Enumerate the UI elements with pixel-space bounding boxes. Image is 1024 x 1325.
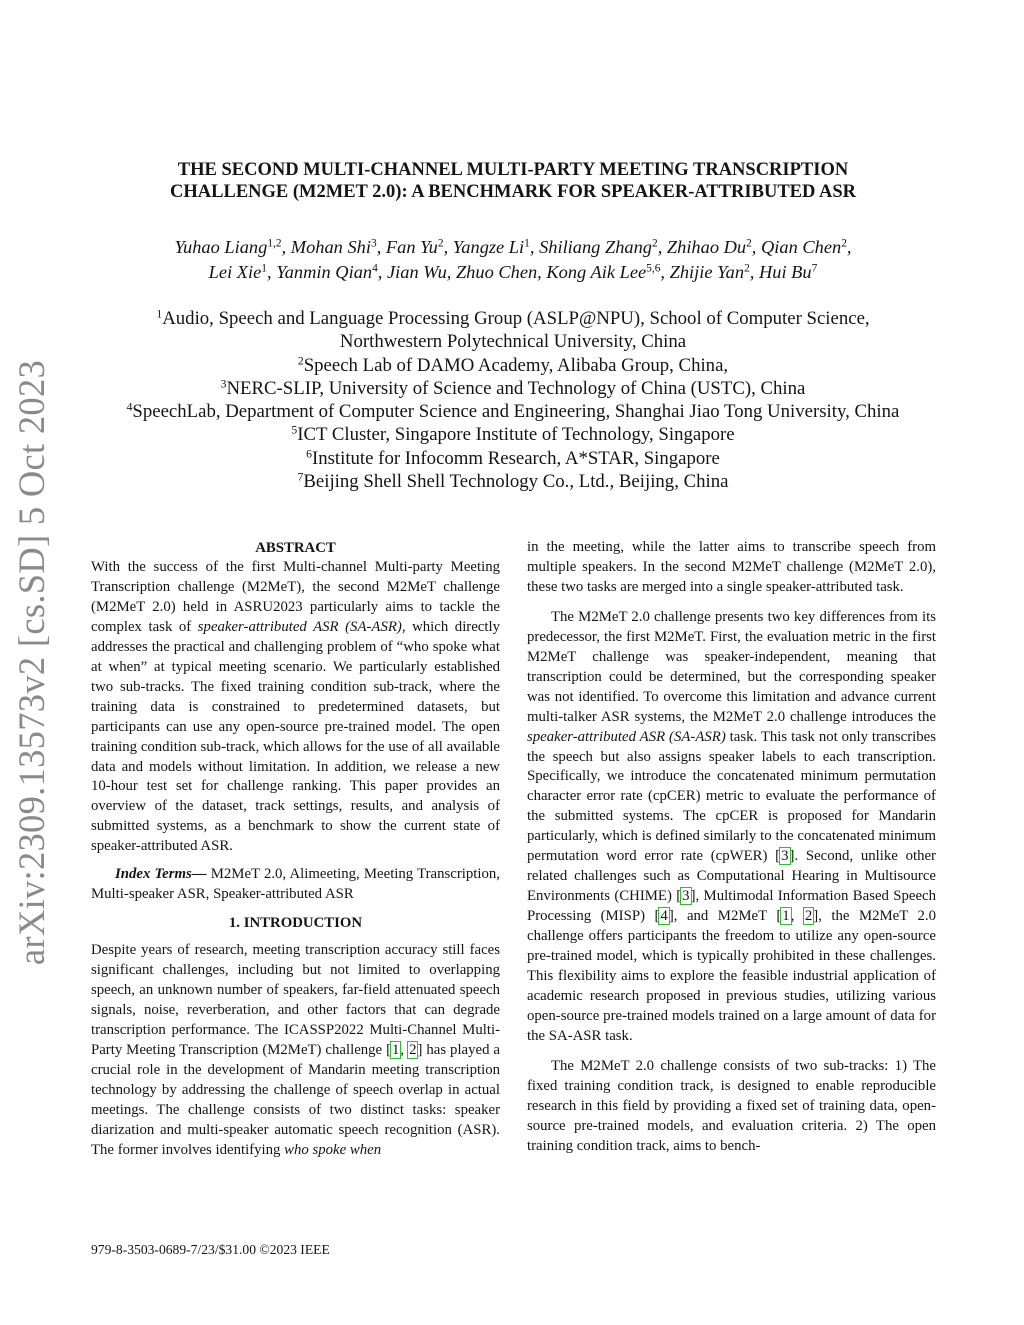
author-affiliation-mark: 2 [746,237,752,250]
affiliation-line [60,470,966,493]
author-affiliation-mark: 2 [841,237,847,250]
affiliation-number: 5 [291,424,298,438]
affiliation-line [60,307,966,330]
abstract-heading: ABSTRACT [255,540,336,556]
author-affiliation-mark: 7 [811,262,818,275]
author-name: Yuhao Liang [174,237,268,257]
intro-paragraph-1: Despite years of research, meeting transcription accuracy still faces significant challenges, including but not limited to overlapping speech, an unknown number of speakers, far-field attenuated speech signals, noise, reverberation, and other factors that can degrade transcription performance. The ICASSP2022 Multi-Channel Multi-Party Meeting Transcription (M2MeT) challenge [1, 2] has played a crucial role in the development of Mandarin meeting transcription technology by addressing the challenge of speech overlap in actual meetings. The challenge consists of two distinct tasks: speaker diarization and multi-speaker automatic speech recognition (ASR). The former involves identifying who spoke when [91,942,500,1158]
affiliation-line [60,330,966,353]
author-affiliation-mark: 2 [437,237,444,250]
author-affiliation-mark: 1 [261,262,267,275]
copyright-footer: 979-8-3503-0689-7/23/$31.00 ©2023 IEEE [91,1242,330,1257]
author-name: Yangze Li [452,237,525,257]
affiliation-line [60,377,966,400]
affiliation-line [60,423,966,446]
affiliation-number: 2 [297,354,304,368]
right-column [527,538,936,1157]
author-name: Zhijie Yan [669,262,745,282]
author-affiliation-mark: 1 [524,237,530,250]
title-line-1: THE SECOND MULTI-CHANNEL MULTI-PARTY MEETING TRANSCRIPTION [177,160,849,180]
affiliation-number: 3 [220,377,227,391]
author-affiliation-mark: 5,6 [646,262,661,275]
author-name: Shiliang Zhang [539,237,652,257]
affiliation-text: Northwestern Polytechnical University, China [339,331,687,353]
citation-link[interactable]: 1 [782,908,790,925]
citation-link[interactable]: 1 [392,1041,400,1058]
introduction-heading: 1. INTRODUCTION [228,915,363,932]
citation-link[interactable]: 3 [781,848,789,865]
author-affiliation-mark: 3 [370,237,377,250]
title-line-2: CHALLENGE (M2MET 2.0): A BENCHMARK FOR SPEAKER-ATTRIBUTED ASR [170,182,856,202]
author-name: Jian Wu, Zhuo Chen, Kong Aik Lee [387,262,647,282]
citation-link[interactable]: 2 [804,908,813,925]
author-affiliation-mark: 2 [744,262,750,275]
author-name: Lei Xie [208,262,262,282]
affiliation-line [60,447,966,470]
author-name: Yanmin Qian [276,262,373,282]
index-terms: Index Terms— M2MeT 2.0, Alimeeting, Meeting Transcription, Multi-speaker ASR, Speaker-attributed ASR [91,866,500,903]
intro-paragraph-3: The M2MeT 2.0 challenge consists of two sub-tracks: 1) The fixed training condition track, is designed to enable reproducible research in this field by providing a fixed set of training data, open-source pre-trained models, and evaluation criteria. 2) The open training condition track, aims to bench- [527,1057,936,1154]
author-name: Qian Chen [761,237,842,257]
affiliation-line [60,354,966,377]
left-column [91,538,500,1161]
affiliation-text: SpeechLab, Department of Computer Science and Engineering, Shanghai Jiao Tong University, China [132,401,900,423]
author-affiliation-mark: 4 [372,262,378,275]
author-name: Fan Yu [385,237,438,257]
citation-link[interactable]: 4 [660,908,668,925]
affiliation-list [60,307,966,493]
affiliation-text: Institute for Infocomm Research, A*STAR, Singapore [311,447,720,469]
intro-paragraph-2: The M2MeT 2.0 challenge presents two key differences from its predecessor, the first M2MeT. First, the evaluation metric in the first M2MeT challenge was speaker-independent, meaning that transcription could be determined, but the corresponding speaker was not identified. To overcome this limitation and advance current multi-talker ASR systems, the M2MeT 2.0 challenge introduces the speaker-attributed ASR (SA-ASR) task. This task not only transcribes the speech but also assigns speaker labels to each transcription. Specifically, we introduce the concatenated minimum permutation character error rate (cpCER) metric to evaluate the performance of the submitted systems. The cpCER is proposed for Mandarin particularly, which is defined similarly to the concatenated minimum permutation word error rate (cpWER) [3]. Second, unlike other related challenges such as Computational Hearing in Multisource Environments (CHIME) [3], Multimodal Information Based Speech Processing (MISP) [4], and M2MeT [1, 2], the M2MeT 2.0 challenge offers participants the freedom to utilize any open-source pre-trained model, which is typically prohibited in these challenges. This flexibility aims to explore the feasible industrial application of academic research proposed in previous studies, utilizing various open-source pre-trained models trained on a large amount of data for the SA-ASR task. [527,608,937,1044]
affiliation-number: 1 [156,307,163,321]
citation-link[interactable]: 2 [409,1041,417,1058]
citation-link[interactable]: 3 [682,888,690,905]
affiliation-number: 4 [126,400,133,414]
paper-title [90,159,936,203]
intro-paragraph-1-continued: in the meeting, while the latter aims to transcribe speech from multiple speakers. In the second M2MeT challenge (M2MeT 2.0), these two tasks are merged into a single speaker-attributed task. [527,539,936,595]
author-name: Hui Bu [758,262,812,282]
author-list: Yuhao Liang$^{1,2}$, Mohan Shi$^3$, Fan Yu$^2$, Yangze Li$^1$, Shiliang Zhang$^2$, Zhihao Du$^2$, Qian Chen$^2$, Lei Xie$^1$, Yanmin Qian$^4$, Jian Wu, Zhuo Chen, Kong Aik Lee$^{5,6}$, Zhijie Yan$^2$, Hui Bu$^7$ [174,237,852,282]
affiliation-number: 7 [297,470,304,484]
affiliation-text: NERC-SLIP, University of Science and Technology of China (USTC), China [226,377,806,399]
abstract-text: With the success of the first Multi-channel Multi-party Meeting Transcription challenge (M2MeT), the second M2MeT challenge (M2MeT 2.0) held in ASRU2023 particularly aims to tackle the complex task of speaker-attributed ASR (SA-ASR), which directly addresses the practical and challenging problem of “who spoke what at when” at typical meeting scenario. We particularly established two sub-tracks. The fixed training condition sub-track, where the training data is constrained to predetermined datasets, but participants can use any open-source pre-trained model. The open training condition sub-track, which allows for the use of all available data and models without limitation. In addition, we release a new 10-hour test set for challenge ranking. This paper provides an overview of the dataset, track settings, results, and analysis of submitted systems, as a benchmark to show the current state of speaker-attributed ASR. [91,559,500,855]
affiliation-number: 6 [306,447,312,461]
author-name: Mohan Shi [290,237,371,257]
author-name: Zhihao Du [666,237,747,257]
affiliation-line [60,400,966,423]
author-affiliation-mark: 2 [651,237,658,250]
arxiv-identifier [6,359,58,965]
affiliation-text: Speech Lab of DAMO Academy, Alibaba Group, China, [303,354,729,376]
author-affiliation-mark: 1,2 [267,237,282,250]
affiliation-text: Audio, Speech and Language Processing Group (ASLP@NPU), School of Computer Science, [162,308,870,329]
affiliation-text: ICT Cluster, Singapore Institute of Technology, Singapore [297,424,735,446]
affiliation-text: Beijing Shell Shell Technology Co., Ltd., Beijing, China [303,471,729,493]
arxiv-identifier-text: arXiv:2309.13573v2 [cs.SD] 5 Oct 2023 [11,359,53,965]
